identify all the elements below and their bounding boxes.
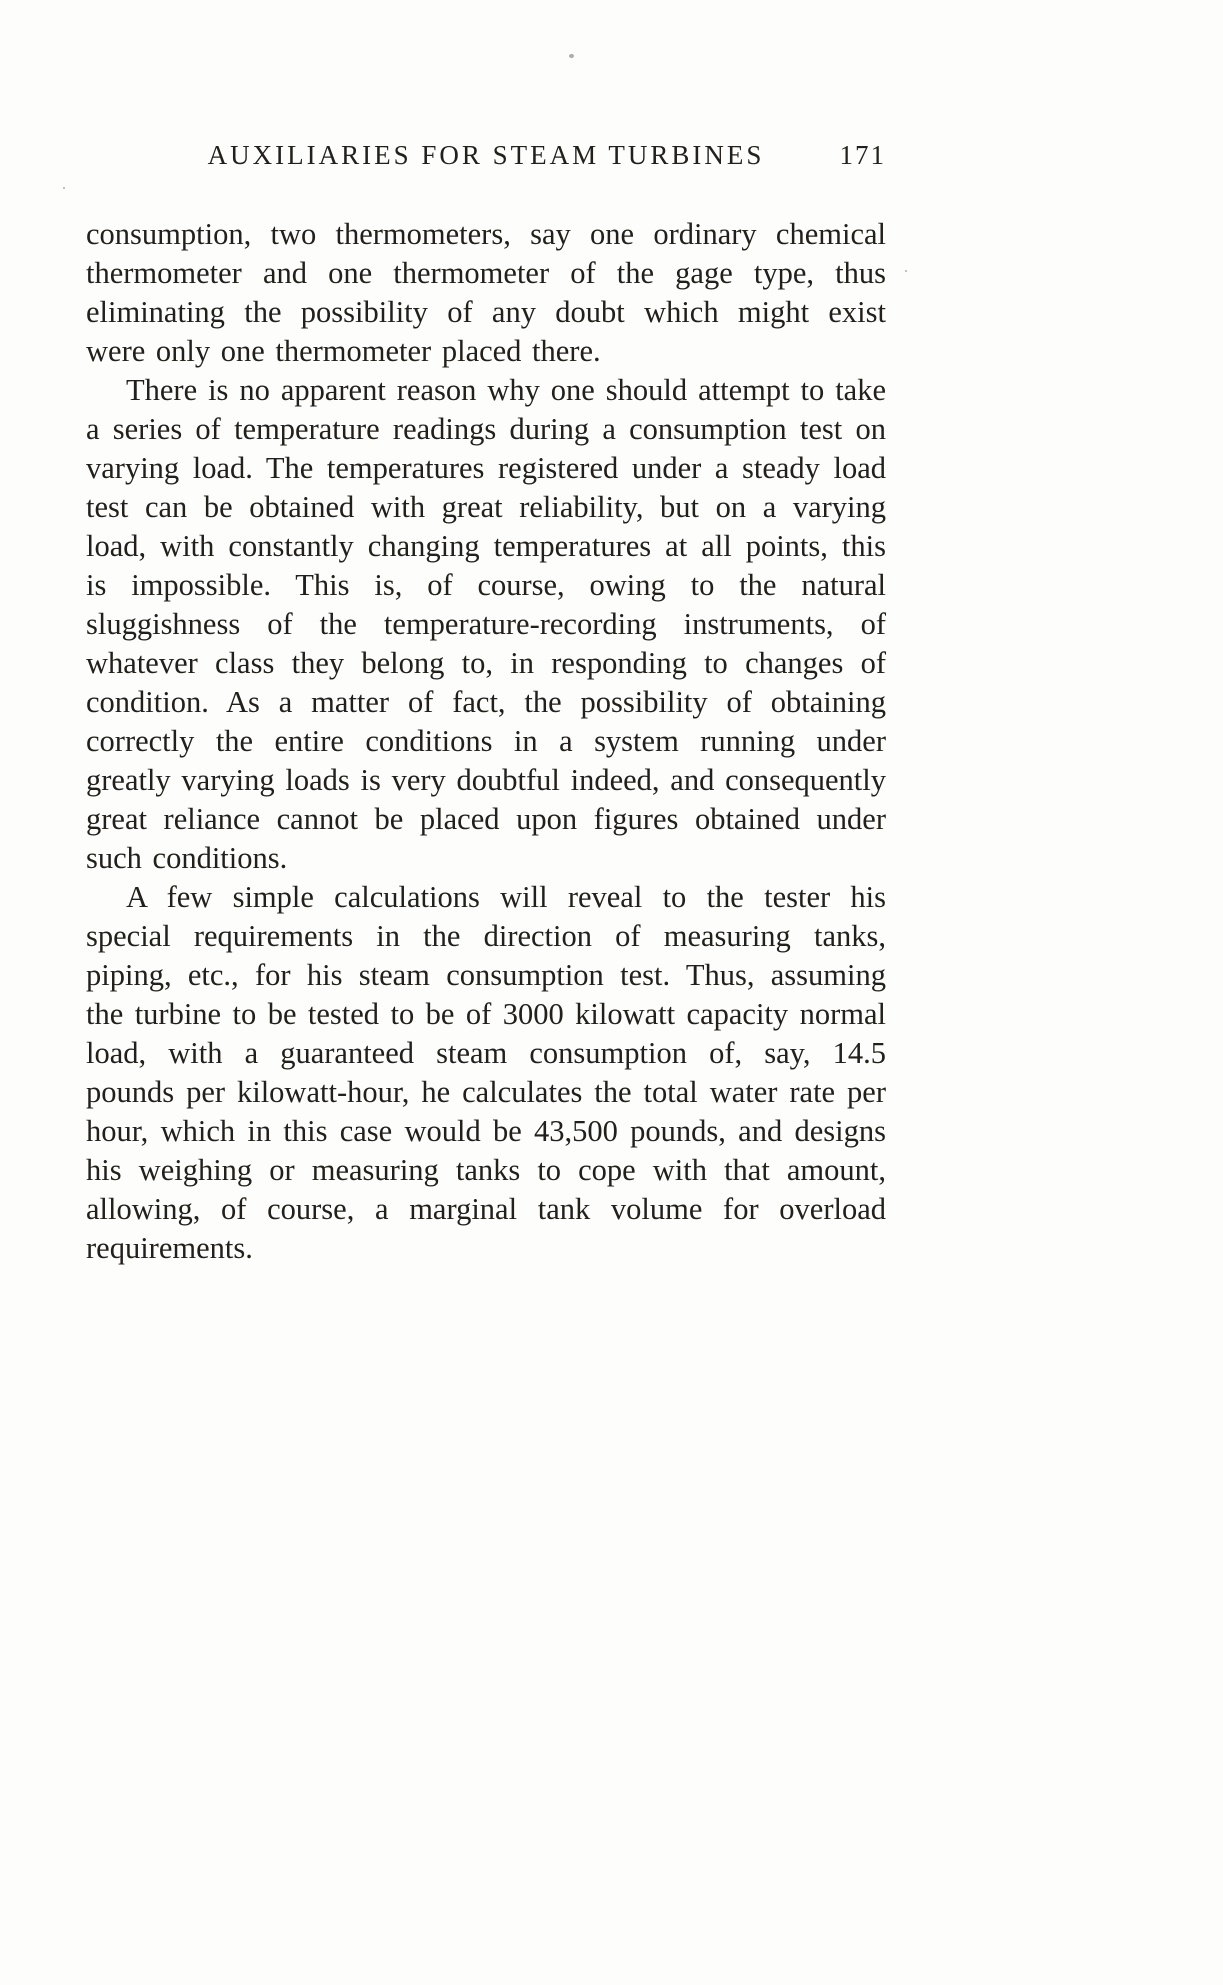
body-text	[86, 215, 886, 1268]
running-head-title: AUXILIARIES FOR STEAM TURBINES	[207, 140, 765, 170]
scan-speck	[63, 187, 65, 189]
text-column	[86, 142, 886, 1268]
paragraph-continuation: consumption, two thermometers, say one ordinary chemical thermometer and one thermometer of the gage type, thus eliminating the possibility of any doubt which might exist were only one thermometer placed there.	[86, 217, 886, 368]
paragraph: There is no apparent reason why one should attempt to take a series of temperature readings during a consumption test on varying load. The temperatures registered under a steady load test can be obtained with great reliability, but on a varying load, with constantly changing temperatures at all points, this is impossible. This is, of course, owing to the natural sluggishness of the temperature-recording instruments, of whatever class they belong to, in responding to changes of condition. As a matter of fact, the possibility of obtaining correctly the entire conditions in a system running under greatly varying loads is very doubtful indeed, and consequently great reliance cannot be placed upon figures obtained under such conditions.	[86, 373, 886, 875]
page-header	[86, 142, 886, 169]
paragraph: A few simple calculations will reveal to the tester his special requirements in the direction of measuring tanks, piping, etc., for his steam consumption test. Thus, assuming the turbine to be tested to be of 3000 kilowatt capacity normal load, with a guaranteed steam consumption of, say, 14.5 pounds per kilowatt-hour, he calculates the total water rate per hour, which in this case would be 43,500 pounds, and designs his weighing or measuring tanks to cope with that amount, allowing, of course, a marginal tank volume for overload requirements.	[86, 880, 886, 1265]
page-number: 171	[839, 140, 886, 170]
scan-speck	[905, 270, 907, 272]
scan-speck	[569, 54, 574, 58]
